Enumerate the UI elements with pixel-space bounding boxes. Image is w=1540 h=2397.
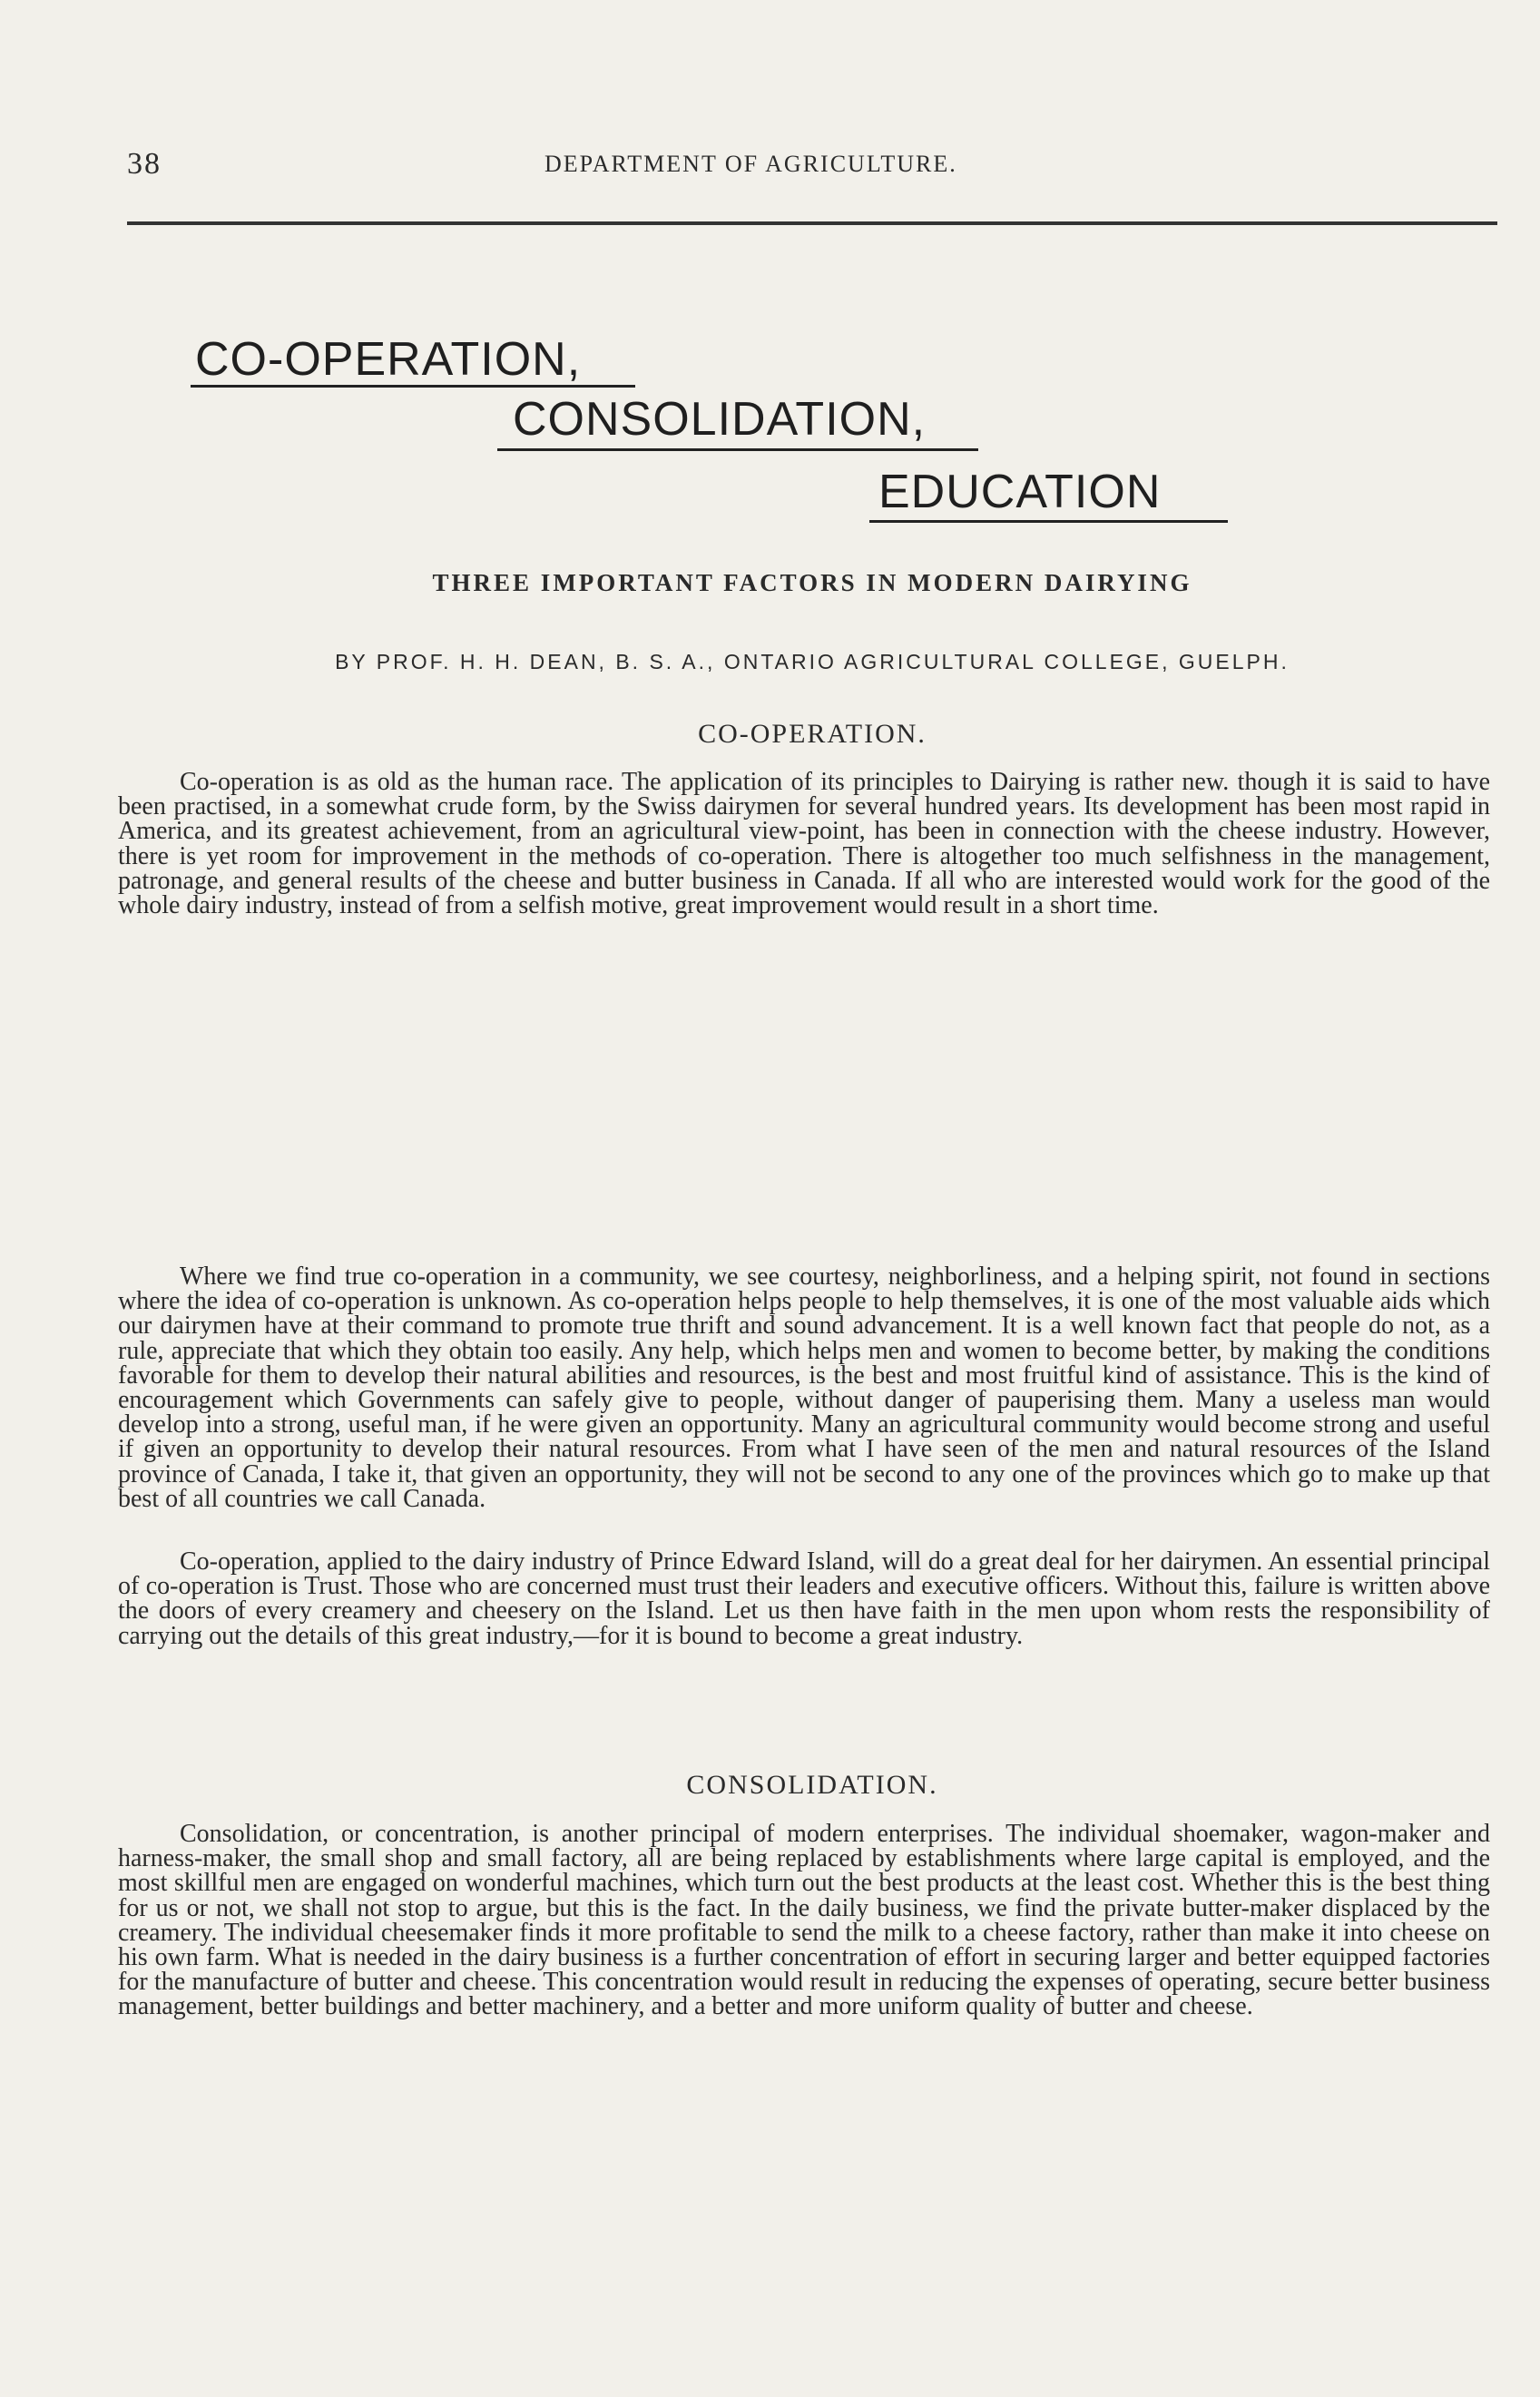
article-byline: BY PROF. H. H. DEAN, B. S. A., ONTARIO AGRICULTURAL COLLEGE, GUELPH. [335, 650, 1290, 673]
section-heading-co-operation: CO-OPERATION. [698, 719, 927, 749]
title-underline-1 [191, 385, 635, 388]
paragraph: Co-operation is as old as the human race. The application of its principles to Dairying is rather new. though it is said to have been practised, in a somewhat crude form, by the Swiss dairymen for several hundred years. Its development has been most rapid in America, and its greatest achievement, from an agricultural view-point, has been in connection with the cheese industry. However, there is yet room for improvement in the methods of co-operation. There is altogether too much selfishness in the management, patronage, and general results of the cheese and butter business in Canada. If all who are interested would work for the good of the whole dairy industry, instead of from a selfish motive, great improvement would result in a short time. [118, 768, 1490, 920]
page-number: 38 [127, 147, 162, 181]
header-rule [127, 221, 1497, 225]
running-header-title: DEPARTMENT OF AGRICULTURE. [544, 151, 957, 177]
section-heading-consolidation: CONSOLIDATION. [686, 1770, 938, 1800]
paragraph: Where we find true co-operation in a community, we see courtesy, neighborliness, and a helping spirit, not found in sections where the idea of co-operation is unknown. As co-operation helps people to help themselves, it is one of the most valuable aids which our dairymen have at their command to promote true thrift and sound advancement. It is a well known fact that people do not, as a rule, appreciate that which they obtain too easily. Any help, which helps men and women to become better, by making the conditions favorable for them to develop their natural abilities and resources, is the best and most fruitful kind of assistance. This is the kind of encouragement which Governments can safely give to people, without danger of pauperising them. Many a useless man would develop into a strong, useful man, if he were given an opportunity. Many an agricultural community would become strong and useful if given an opportunity to develop their natural resources. From what I have seen of the men and natural resources of the Island province of Canada, I take it, that given an opportunity, they will not be second to any one of the provinces which go to make up that best of all countries we call Canada. [118, 1262, 1490, 1513]
title-underline-3 [869, 520, 1228, 523]
paragraph: Consolidation, or concentration, is another principal of modern enterprises. The individual shoemaker, wagon-maker and harness-maker, the small shop and small factory, all are being replaced by establishments where large capital is employed, and the most skillful men are engaged on wonderful machines, which turn out the best products at the least cost. Whether this is the best thing for us or not, we shall not stop to argue, but this is the fact. In the daily business, we find the private butter-maker displaced by the creamery. The individual cheesemaker finds it more profitable to send the milk to a cheese factory, rather than make it into cheese on his own farm. What is needed in the dairy business is a further concentration of effort in securing larger and better equipped factories for the manufacture of butter and cheese. This concentration would result in reducing the expenses of operating, secure better business management, better buildings and better machinery, and a better and more uniform quality of butter and cheese. [118, 1820, 1490, 2021]
title-underline-2 [497, 448, 978, 451]
article-title-line-1: CO-OPERATION, [195, 333, 582, 386]
paragraph: Co-operation, applied to the dairy industry of Prince Edward Island, will do a great deal for her dairymen. An essential principal of co-operation is Trust. Those who are concerned must trust their leaders and executive officers. Without this, failure is written above the doors of every creamery and cheesery on the Island. Let us then have faith in the men upon whom rests the responsibility of carrying out the details of this great industry,—for it is bound to become a great industry. [118, 1547, 1490, 1650]
article-title-line-3: EDUCATION [878, 466, 1162, 518]
running-header [127, 147, 1497, 183]
article-subtitle: THREE IMPORTANT FACTORS IN MODERN DAIRYING [432, 569, 1192, 596]
article-title-line-2: CONSOLIDATION, [513, 393, 927, 446]
